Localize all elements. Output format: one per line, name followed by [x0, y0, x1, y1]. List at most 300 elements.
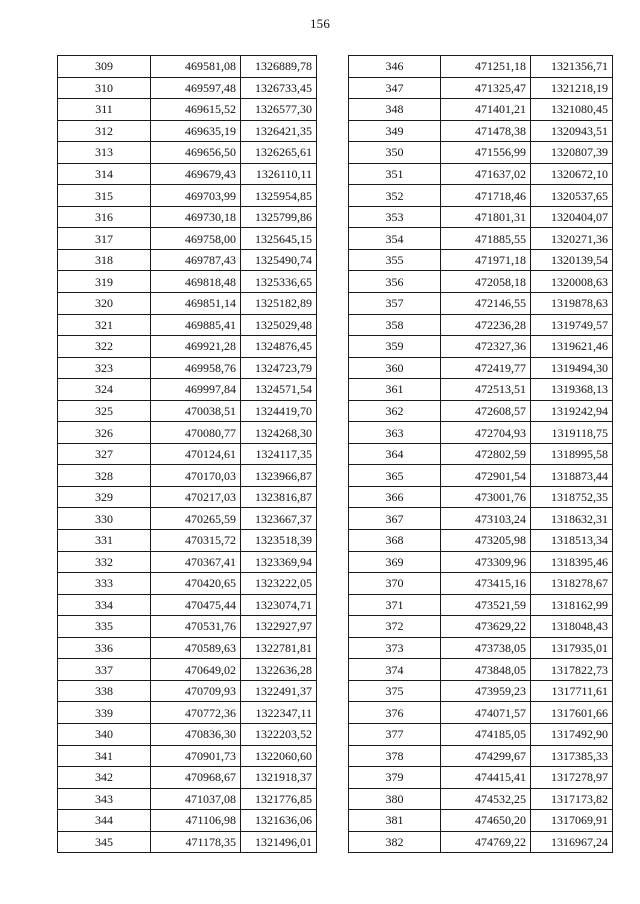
coordinates-table-left: [57, 55, 317, 853]
x-coordinate-cell: 472419,77: [441, 357, 531, 379]
table-row: [349, 443, 613, 465]
x-coordinate-cell: 469997,84: [151, 379, 241, 401]
point-number-cell: 316: [58, 206, 151, 228]
x-coordinate-cell: 473959,23: [441, 680, 531, 702]
x-coordinate-cell: 472513,51: [441, 379, 531, 401]
point-number-cell: 330: [58, 508, 151, 530]
x-coordinate-cell: 469597,48: [151, 77, 241, 99]
table-row: [349, 120, 613, 142]
table-row: [58, 293, 317, 315]
y-coordinate-cell: 1322927,97: [241, 616, 317, 638]
x-coordinate-cell: 469615,52: [151, 99, 241, 121]
table-row: [349, 680, 613, 702]
y-coordinate-cell: 1324876,45: [241, 336, 317, 358]
table-row: [58, 465, 317, 487]
table-row: [58, 508, 317, 530]
x-coordinate-cell: 473001,76: [441, 486, 531, 508]
y-coordinate-cell: 1319621,46: [531, 336, 613, 358]
x-coordinate-cell: 470531,76: [151, 616, 241, 638]
y-coordinate-cell: 1319242,94: [531, 400, 613, 422]
point-number-cell: 371: [349, 594, 441, 616]
table-row: [58, 810, 317, 832]
point-number-cell: 334: [58, 594, 151, 616]
point-number-cell: 365: [349, 465, 441, 487]
table-row: [349, 767, 613, 789]
point-number-cell: 352: [349, 185, 441, 207]
y-coordinate-cell: 1317601,66: [531, 702, 613, 724]
y-coordinate-cell: 1317069,91: [531, 810, 613, 832]
y-coordinate-cell: 1318048,43: [531, 616, 613, 638]
table-row: [58, 551, 317, 573]
table-row: [349, 379, 613, 401]
y-coordinate-cell: 1325799,86: [241, 206, 317, 228]
point-number-cell: 359: [349, 336, 441, 358]
point-number-cell: 332: [58, 551, 151, 573]
x-coordinate-cell: 469730,18: [151, 206, 241, 228]
y-coordinate-cell: 1321080,45: [531, 99, 613, 121]
x-coordinate-cell: 469656,50: [151, 142, 241, 164]
point-number-cell: 372: [349, 616, 441, 638]
y-coordinate-cell: 1324268,30: [241, 422, 317, 444]
point-number-cell: 354: [349, 228, 441, 250]
point-number-cell: 345: [58, 831, 151, 853]
point-number-cell: 350: [349, 142, 441, 164]
point-number-cell: 323: [58, 357, 151, 379]
table-row: [58, 336, 317, 358]
y-coordinate-cell: 1324117,35: [241, 443, 317, 465]
table-row: [349, 508, 613, 530]
y-coordinate-cell: 1317173,82: [531, 788, 613, 810]
point-number-cell: 337: [58, 659, 151, 681]
y-coordinate-cell: 1318995,58: [531, 443, 613, 465]
point-number-cell: 360: [349, 357, 441, 379]
y-coordinate-cell: 1324571,54: [241, 379, 317, 401]
coordinates-table-left-body: [58, 56, 317, 853]
y-coordinate-cell: 1325336,65: [241, 271, 317, 293]
y-coordinate-cell: 1318395,46: [531, 551, 613, 573]
x-coordinate-cell: 470475,44: [151, 594, 241, 616]
point-number-cell: 315: [58, 185, 151, 207]
y-coordinate-cell: 1320807,39: [531, 142, 613, 164]
y-coordinate-cell: 1321218,19: [531, 77, 613, 99]
x-coordinate-cell: 473415,16: [441, 573, 531, 595]
y-coordinate-cell: 1318162,99: [531, 594, 613, 616]
y-coordinate-cell: 1316967,24: [531, 831, 613, 853]
point-number-cell: 311: [58, 99, 151, 121]
table-row: [349, 702, 613, 724]
y-coordinate-cell: 1317492,90: [531, 723, 613, 745]
table-row: [58, 680, 317, 702]
table-row: [58, 443, 317, 465]
y-coordinate-cell: 1319749,57: [531, 314, 613, 336]
point-number-cell: 364: [349, 443, 441, 465]
point-number-cell: 324: [58, 379, 151, 401]
x-coordinate-cell: 470836,30: [151, 723, 241, 745]
table-row: [349, 723, 613, 745]
point-number-cell: 344: [58, 810, 151, 832]
y-coordinate-cell: 1324419,70: [241, 400, 317, 422]
y-coordinate-cell: 1322347,11: [241, 702, 317, 724]
x-coordinate-cell: 469921,28: [151, 336, 241, 358]
x-coordinate-cell: 473848,05: [441, 659, 531, 681]
table-row: [349, 659, 613, 681]
point-number-cell: 338: [58, 680, 151, 702]
y-coordinate-cell: 1320404,07: [531, 206, 613, 228]
y-coordinate-cell: 1319878,63: [531, 293, 613, 315]
x-coordinate-cell: 473521,59: [441, 594, 531, 616]
y-coordinate-cell: 1321496,01: [241, 831, 317, 853]
y-coordinate-cell: 1326733,45: [241, 77, 317, 99]
table-row: [58, 228, 317, 250]
x-coordinate-cell: 471251,18: [441, 56, 531, 78]
y-coordinate-cell: 1322636,28: [241, 659, 317, 681]
x-coordinate-cell: 471971,18: [441, 249, 531, 271]
point-number-cell: 340: [58, 723, 151, 745]
point-number-cell: 309: [58, 56, 151, 78]
table-row: [349, 573, 613, 595]
table-row: [58, 530, 317, 552]
x-coordinate-cell: 470080,77: [151, 422, 241, 444]
point-number-cell: 358: [349, 314, 441, 336]
point-number-cell: 342: [58, 767, 151, 789]
x-coordinate-cell: 472236,28: [441, 314, 531, 336]
table-row: [349, 530, 613, 552]
y-coordinate-cell: 1318752,35: [531, 486, 613, 508]
point-number-cell: 327: [58, 443, 151, 465]
point-number-cell: 333: [58, 573, 151, 595]
x-coordinate-cell: 471178,35: [151, 831, 241, 853]
x-coordinate-cell: 470589,63: [151, 637, 241, 659]
point-number-cell: 351: [349, 163, 441, 185]
table-row: [349, 314, 613, 336]
y-coordinate-cell: 1322781,81: [241, 637, 317, 659]
x-coordinate-cell: 469958,76: [151, 357, 241, 379]
point-number-cell: 370: [349, 573, 441, 595]
y-coordinate-cell: 1326265,61: [241, 142, 317, 164]
y-coordinate-cell: 1319494,30: [531, 357, 613, 379]
table-row: [349, 422, 613, 444]
table-row: [349, 163, 613, 185]
y-coordinate-cell: 1317935,01: [531, 637, 613, 659]
table-row: [349, 810, 613, 832]
y-coordinate-cell: 1323222,05: [241, 573, 317, 595]
table-row: [58, 99, 317, 121]
x-coordinate-cell: 470772,36: [151, 702, 241, 724]
y-coordinate-cell: 1317278,97: [531, 767, 613, 789]
y-coordinate-cell: 1321636,06: [241, 810, 317, 832]
point-number-cell: 336: [58, 637, 151, 659]
point-number-cell: 310: [58, 77, 151, 99]
point-number-cell: 320: [58, 293, 151, 315]
point-number-cell: 382: [349, 831, 441, 853]
point-number-cell: 321: [58, 314, 151, 336]
x-coordinate-cell: 473205,98: [441, 530, 531, 552]
table-row: [349, 465, 613, 487]
point-number-cell: 328: [58, 465, 151, 487]
x-coordinate-cell: 471401,21: [441, 99, 531, 121]
x-coordinate-cell: 470709,93: [151, 680, 241, 702]
y-coordinate-cell: 1321776,85: [241, 788, 317, 810]
table-row: [58, 486, 317, 508]
point-number-cell: 312: [58, 120, 151, 142]
y-coordinate-cell: 1319368,13: [531, 379, 613, 401]
table-row: [58, 573, 317, 595]
table-row: [58, 271, 317, 293]
table-row: [349, 142, 613, 164]
coordinates-table-right: [348, 55, 613, 853]
x-coordinate-cell: 469581,08: [151, 56, 241, 78]
y-coordinate-cell: 1320271,36: [531, 228, 613, 250]
x-coordinate-cell: 469635,19: [151, 120, 241, 142]
x-coordinate-cell: 474299,67: [441, 745, 531, 767]
y-coordinate-cell: 1323518,39: [241, 530, 317, 552]
table-row: [349, 293, 613, 315]
table-row: [58, 400, 317, 422]
point-number-cell: 367: [349, 508, 441, 530]
table-row: [58, 616, 317, 638]
point-number-cell: 325: [58, 400, 151, 422]
table-row: [349, 99, 613, 121]
x-coordinate-cell: 472802,59: [441, 443, 531, 465]
point-number-cell: 329: [58, 486, 151, 508]
x-coordinate-cell: 470649,02: [151, 659, 241, 681]
point-number-cell: 373: [349, 637, 441, 659]
y-coordinate-cell: 1325954,85: [241, 185, 317, 207]
table-row: [58, 249, 317, 271]
table-row: [349, 228, 613, 250]
x-coordinate-cell: 470038,51: [151, 400, 241, 422]
table-row: [58, 77, 317, 99]
y-coordinate-cell: 1323966,87: [241, 465, 317, 487]
point-number-cell: 376: [349, 702, 441, 724]
x-coordinate-cell: 471325,47: [441, 77, 531, 99]
x-coordinate-cell: 471556,99: [441, 142, 531, 164]
table-row: [349, 271, 613, 293]
x-coordinate-cell: 473103,24: [441, 508, 531, 530]
table-row: [58, 745, 317, 767]
table-row: [58, 142, 317, 164]
y-coordinate-cell: 1322491,37: [241, 680, 317, 702]
table-row: [58, 163, 317, 185]
x-coordinate-cell: 469758,00: [151, 228, 241, 250]
x-coordinate-cell: 471885,55: [441, 228, 531, 250]
x-coordinate-cell: 470901,73: [151, 745, 241, 767]
y-coordinate-cell: 1321918,37: [241, 767, 317, 789]
x-coordinate-cell: 470968,67: [151, 767, 241, 789]
y-coordinate-cell: 1318278,67: [531, 573, 613, 595]
table-row: [349, 357, 613, 379]
y-coordinate-cell: 1319118,75: [531, 422, 613, 444]
x-coordinate-cell: 470124,61: [151, 443, 241, 465]
x-coordinate-cell: 471037,08: [151, 788, 241, 810]
point-number-cell: 380: [349, 788, 441, 810]
y-coordinate-cell: 1322060,60: [241, 745, 317, 767]
y-coordinate-cell: 1318632,31: [531, 508, 613, 530]
point-number-cell: 374: [349, 659, 441, 681]
y-coordinate-cell: 1320943,51: [531, 120, 613, 142]
x-coordinate-cell: 470315,72: [151, 530, 241, 552]
x-coordinate-cell: 470265,59: [151, 508, 241, 530]
point-number-cell: 343: [58, 788, 151, 810]
x-coordinate-cell: 472608,57: [441, 400, 531, 422]
y-coordinate-cell: 1325645,15: [241, 228, 317, 250]
point-number-cell: 378: [349, 745, 441, 767]
point-number-cell: 368: [349, 530, 441, 552]
x-coordinate-cell: 471478,38: [441, 120, 531, 142]
point-number-cell: 322: [58, 336, 151, 358]
point-number-cell: 313: [58, 142, 151, 164]
y-coordinate-cell: 1317711,61: [531, 680, 613, 702]
point-number-cell: 357: [349, 293, 441, 315]
x-coordinate-cell: 470217,03: [151, 486, 241, 508]
point-number-cell: 331: [58, 530, 151, 552]
point-number-cell: 363: [349, 422, 441, 444]
point-number-cell: 381: [349, 810, 441, 832]
table-row: [349, 206, 613, 228]
point-number-cell: 349: [349, 120, 441, 142]
y-coordinate-cell: 1326889,78: [241, 56, 317, 78]
point-number-cell: 314: [58, 163, 151, 185]
x-coordinate-cell: 469851,14: [151, 293, 241, 315]
x-coordinate-cell: 469679,43: [151, 163, 241, 185]
table-row: [58, 767, 317, 789]
y-coordinate-cell: 1324723,79: [241, 357, 317, 379]
x-coordinate-cell: 470367,41: [151, 551, 241, 573]
coordinates-table-right-body: [349, 56, 613, 853]
table-row: [349, 637, 613, 659]
table-row: [349, 831, 613, 853]
point-number-cell: 375: [349, 680, 441, 702]
x-coordinate-cell: 472704,93: [441, 422, 531, 444]
x-coordinate-cell: 469787,43: [151, 249, 241, 271]
y-coordinate-cell: 1320537,65: [531, 185, 613, 207]
y-coordinate-cell: 1323816,87: [241, 486, 317, 508]
y-coordinate-cell: 1323369,94: [241, 551, 317, 573]
x-coordinate-cell: 473309,96: [441, 551, 531, 573]
table-row: [349, 56, 613, 78]
y-coordinate-cell: 1321356,71: [531, 56, 613, 78]
x-coordinate-cell: 472327,36: [441, 336, 531, 358]
y-coordinate-cell: 1326421,35: [241, 120, 317, 142]
x-coordinate-cell: 474769,22: [441, 831, 531, 853]
y-coordinate-cell: 1325490,74: [241, 249, 317, 271]
point-number-cell: 362: [349, 400, 441, 422]
point-number-cell: 319: [58, 271, 151, 293]
table-row: [349, 77, 613, 99]
point-number-cell: 369: [349, 551, 441, 573]
table-row: [349, 745, 613, 767]
table-row: [58, 702, 317, 724]
point-number-cell: 353: [349, 206, 441, 228]
x-coordinate-cell: 474415,41: [441, 767, 531, 789]
x-coordinate-cell: 469885,41: [151, 314, 241, 336]
table-row: [58, 723, 317, 745]
table-row: [58, 120, 317, 142]
point-number-cell: 366: [349, 486, 441, 508]
y-coordinate-cell: 1326577,30: [241, 99, 317, 121]
table-row: [349, 336, 613, 358]
x-coordinate-cell: 474185,05: [441, 723, 531, 745]
point-number-cell: 326: [58, 422, 151, 444]
x-coordinate-cell: 472901,54: [441, 465, 531, 487]
y-coordinate-cell: 1325182,89: [241, 293, 317, 315]
x-coordinate-cell: 473738,05: [441, 637, 531, 659]
table-row: [349, 486, 613, 508]
y-coordinate-cell: 1320672,10: [531, 163, 613, 185]
y-coordinate-cell: 1320008,63: [531, 271, 613, 293]
x-coordinate-cell: 469703,99: [151, 185, 241, 207]
x-coordinate-cell: 469818,48: [151, 271, 241, 293]
table-row: [58, 379, 317, 401]
table-row: [58, 357, 317, 379]
point-number-cell: 347: [349, 77, 441, 99]
table-row: [58, 422, 317, 444]
y-coordinate-cell: 1318513,34: [531, 530, 613, 552]
x-coordinate-cell: 470170,03: [151, 465, 241, 487]
y-coordinate-cell: 1326110,11: [241, 163, 317, 185]
table-row: [58, 56, 317, 78]
table-row: [349, 249, 613, 271]
y-coordinate-cell: 1322203,52: [241, 723, 317, 745]
x-coordinate-cell: 471106,98: [151, 810, 241, 832]
y-coordinate-cell: 1318873,44: [531, 465, 613, 487]
table-row: [349, 594, 613, 616]
y-coordinate-cell: 1320139,54: [531, 249, 613, 271]
table-row: [58, 185, 317, 207]
x-coordinate-cell: 471637,02: [441, 163, 531, 185]
point-number-cell: 346: [349, 56, 441, 78]
x-coordinate-cell: 474071,57: [441, 702, 531, 724]
x-coordinate-cell: 471718,46: [441, 185, 531, 207]
x-coordinate-cell: 472146,55: [441, 293, 531, 315]
x-coordinate-cell: 471801,31: [441, 206, 531, 228]
table-row: [349, 400, 613, 422]
x-coordinate-cell: 473629,22: [441, 616, 531, 638]
table-row: [58, 831, 317, 853]
point-number-cell: 361: [349, 379, 441, 401]
table-row: [58, 788, 317, 810]
y-coordinate-cell: 1323074,71: [241, 594, 317, 616]
y-coordinate-cell: 1317385,33: [531, 745, 613, 767]
table-row: [58, 314, 317, 336]
point-number-cell: 356: [349, 271, 441, 293]
point-number-cell: 339: [58, 702, 151, 724]
table-row: [58, 594, 317, 616]
point-number-cell: 335: [58, 616, 151, 638]
table-row: [349, 185, 613, 207]
y-coordinate-cell: 1317822,73: [531, 659, 613, 681]
x-coordinate-cell: 472058,18: [441, 271, 531, 293]
table-row: [58, 659, 317, 681]
point-number-cell: 318: [58, 249, 151, 271]
page-number: 156: [309, 16, 331, 31]
table-row: [349, 788, 613, 810]
x-coordinate-cell: 474650,20: [441, 810, 531, 832]
y-coordinate-cell: 1325029,48: [241, 314, 317, 336]
point-number-cell: 377: [349, 723, 441, 745]
table-row: [349, 551, 613, 573]
x-coordinate-cell: 474532,25: [441, 788, 531, 810]
point-number-cell: 317: [58, 228, 151, 250]
point-number-cell: 379: [349, 767, 441, 789]
point-number-cell: 348: [349, 99, 441, 121]
point-number-cell: 341: [58, 745, 151, 767]
point-number-cell: 355: [349, 249, 441, 271]
x-coordinate-cell: 470420,65: [151, 573, 241, 595]
table-row: [349, 616, 613, 638]
table-row: [58, 206, 317, 228]
y-coordinate-cell: 1323667,37: [241, 508, 317, 530]
